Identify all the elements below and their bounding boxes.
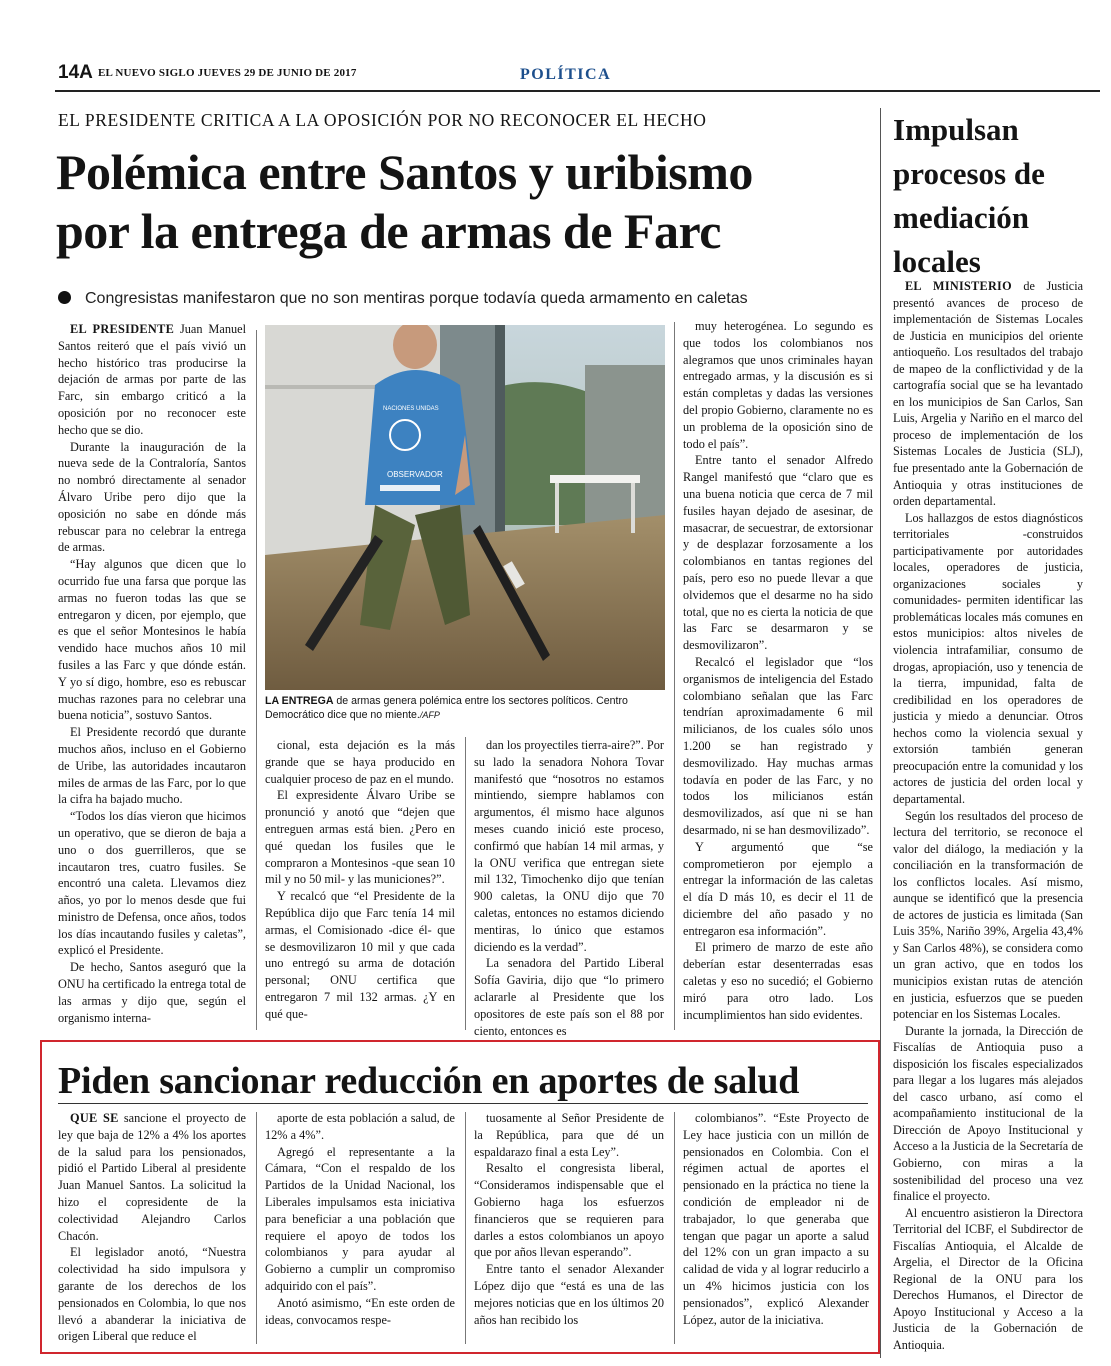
paragraph	[683, 1110, 869, 1328]
photo-caption	[265, 694, 665, 722]
paragraph	[265, 1295, 455, 1329]
paragraph-text: El legislador anotó, “Nuestra colectividad ha sido impulsora y garante de los derechos de los pensionados en Colombia, lo que nos llevó a abanderar la iniciativa de origen Liberal que reduce el	[58, 1245, 246, 1344]
column-rule	[465, 737, 466, 1030]
paragraph	[58, 556, 246, 724]
column-rule	[674, 1112, 675, 1344]
side-title-line: procesos de	[893, 156, 1045, 191]
box-title-rule	[58, 1103, 868, 1104]
paragraph	[893, 510, 1083, 808]
paragraph-text: de Justicia presentó avances de proceso de implementación de Sistemas Locales de Justicia en municipios del oriente antioqueño. Los resultados del trabajo de mapeo de la conflictividad y de la cartografía social que se ha levantado en los municipios de San Carlos, San Luis, Argelia y Nariño en el marco del proceso de implementación de los Sistemas Locales de Justicia (SLJ), fue presentado ante la Gobernación de Antioquia y otras instituciones de orden departamental.	[893, 279, 1083, 509]
paragraph	[58, 1110, 246, 1244]
main-column-3	[474, 737, 664, 1039]
paragraph	[58, 808, 246, 959]
paragraph	[265, 1110, 455, 1144]
paragraph-text: Al encuentro asistieron la Directora Territorial del ICBF, el Subdirector de Fiscalías Antioquia, el Alcalde de Argelia, el Director de la Oficina Regional de la ONU para los Derechos Humanos, el Director de Apoyo Institucional y Acceso a la Justicia de la Gobernación de Antioquia.	[893, 1205, 1083, 1352]
paragraph-text: Recalcó el legislador que “los organismos de inteligencia del Estado colombiano señalan que las Farc tendrían aproximadamente 6 mil milicianos, de los cuales sólo unos 1.200 se han registrado y desmovilizado. Hay muchas armas todavía en poder de las Farc, y no todos los milicianos están desmovilizados, así que ni se han desarmado, ni se han desmovilizado”.	[683, 654, 873, 837]
paragraph	[683, 318, 873, 452]
side-title-line: Impulsan	[893, 112, 1019, 147]
box-column-3	[474, 1110, 664, 1328]
paragraph	[58, 439, 246, 557]
box-column-4	[683, 1110, 869, 1328]
side-article-title	[893, 108, 1103, 284]
paragraph-text: colombianos”. “Este Proyecto de Ley hace justicia con un millón de pensionados en Colombia. Con el régimen actual de aportes el pensionado en la práctica no tiene la condición de empleador ni de trabajador, lo que generaba que tengan que pagar un aporte a salud del 12% con un gran impacto a su calidad de vida y al lograr reducirlo a un 4% hicimos justicia con los pensionados”, explicó Alexander López, autor de la iniciativa.	[683, 1111, 869, 1327]
main-column-4	[683, 318, 873, 1023]
paragraph-text: Agregó el representante a la Cámara, “Con el respaldo de los Partidos de la Unidad Nacional, los Liberales impulsamos esta iniciativa para beneficiar a una población que requiere el apoyo de todos los colombianos y para ayudar al Gobierno a cumplir un compromiso adquirido con el país”.	[265, 1144, 455, 1293]
box-column-1	[58, 1110, 246, 1345]
paragraph	[474, 1110, 664, 1160]
paragraph	[265, 1144, 455, 1295]
main-headline-line2: por la entrega de armas de Farc	[56, 203, 721, 259]
main-headline-line1: Polémica entre Santos y uribismo	[56, 144, 753, 200]
side-title-line: mediación	[893, 200, 1030, 235]
paragraph	[265, 737, 455, 787]
column-rule	[674, 322, 675, 1030]
lead-word: EL MINISTERIO	[905, 279, 1012, 293]
paragraph	[893, 278, 1083, 510]
paragraph	[683, 939, 873, 1023]
paragraph-text: sancione el proyecto de ley que baja de 12% a 4% los aportes de la salud para los pensionados, pidió el Partido Liberal al presidente Juan Manuel Santos. La solicitud la hizo el copresidente de la colectividad Alejandro Carlos Chacón.	[58, 1111, 246, 1243]
paragraph-text: La senadora del Partido Liberal Sofía Gaviria, dijo que “lo primero aclararle al Presidente que los opositores de este país son el 88 por ciento, entonces es	[474, 956, 664, 1038]
lead-word: EL PRESIDENTE	[70, 322, 175, 336]
main-kicker: EL PRESIDENTE CRITICA A LA OPOSICIÓN POR NO RECONOCER EL HECHO	[58, 110, 707, 130]
paragraph-text: dan los proyectiles tierra-aire?”. Por su lado la senadora Nohora Tovar manifestó que “nosotros no estamos mintiendo, siempre hablamos con argumentos, él mismo hace algunos meses cuando inició este proceso, confirmó que habían 14 mil armas, y la ONU verifica que entregan siete mil 132, Timochenko dijo que tenían 900 caletas, la ONU dijo que 70 caletas, entonces no estamos diciendo mentiras, lo único que estamos diciendo es la verdad”.	[474, 738, 664, 954]
disarmament-photo	[265, 325, 665, 690]
paragraph-text: Juan Manuel Santos reiteró que el país vivió un hecho histórico tras producirse la dejación de armas por parte de las Farc, sin embargo criticó a la oposición por no reconocer este hecho que se dio.	[58, 322, 246, 437]
paragraph-text: El Presidente recordó que durante muchos años, incluso en el Gobierno de Uribe, las autoridades incautaron miles de armas de las Farc, por lo que la cifra ha bajado mucho.	[58, 725, 246, 807]
paragraph-text: Y recalcó que “el Presidente de la República dijo que Farc tenía 14 mil armas, el Comisionado -dice él- que se desmovilizaron 10 mil y que cada uno entregó su arma de dotación personal; ONU certifica que entregaron 7 mil 132 armas. ¿Y en qué que-	[265, 889, 455, 1021]
caption-lead: LA ENTREGA	[265, 695, 334, 707]
paragraph	[58, 959, 246, 1026]
caption-text: de armas genera polémica entre los sectores políticos. Centro Democrático dice que no miente.	[265, 695, 628, 721]
box-article-title: Piden sancionar reducción en aportes de salud	[58, 1060, 800, 1102]
paragraph-text: Durante la inauguración de la nueva sede de la Contraloría, Santos no nombró directamente al senador Álvaro Uribe pero dijo que la oposición no sabe en dónde más rebuscar para no celebrar la entrega de armas.	[58, 439, 246, 555]
box-column-2	[265, 1110, 455, 1328]
lead-word: QUE SE	[70, 1111, 119, 1125]
paragraph-text: “Hay algunos que dicen que lo ocurrido fue una farsa que porque las armas no fueron todas las que se entregaron y dicen, por ejemplo, que es que el señor Montesinos le había vendido hace muchos años 10 mil fusiles a las Farc y que dónde están. Y yo sí digo, hombre, eso es rebuscar muchas razones para no celebrar una buena noticia”, sostuvo Santos.	[58, 557, 246, 723]
paragraph	[265, 787, 455, 888]
paragraph-text: Entre tanto el senador Alfredo Rangel manifestó que “claro que es una buena noticia que cerca de 7 mil fusiles hayan dejado de asesinar, de masacrar, de secuestrar, de extorsionar y de desplazar forzosamente a los colombianos en tantas regiones del país, pero eso no puede llevar a que olvidemos que el desarme no ha sido total, que no es cierta la noticia de que las Farc se desarmaron y se desmovilizaron”.	[683, 453, 873, 653]
caption-credit: /AFP	[419, 710, 440, 720]
paragraph-text: cional, esta dejación es la más grande que se haya producido en cualquier proceso de paz en el mundo.	[265, 738, 455, 786]
column-rule	[256, 1112, 257, 1344]
bullet-icon	[58, 291, 71, 304]
paragraph	[683, 452, 873, 654]
paragraph	[893, 808, 1083, 1023]
paragraph-text: Durante la jornada, la Dirección de Fiscalías de Antioquia puso a disposición los fiscales especializados para llegar a los lugares más alejados del casco urbano, así como el acompañamiento institucional de la Dirección de Apoyo Institucional y Acceso a la Justicia de la Secretaría de Gobierno, con miras a la sostenibilidad del proceso una vez finalice el proyecto.	[893, 1023, 1083, 1204]
paragraph-text: El expresidente Álvaro Uribe se pronunció y anotó que “dejen que entreguen armas está bien. ¿Pero en qué quedan los fusiles que le compraron a Montesinos -que sean 10 mil y no 50 mil- y las municiones?”.	[265, 788, 455, 887]
vest-text-observador: OBSERVADOR	[387, 470, 443, 479]
paragraph	[474, 1261, 664, 1328]
paragraph	[474, 955, 664, 1039]
paragraph	[893, 1205, 1083, 1354]
paragraph	[474, 1160, 664, 1261]
paragraph-text: Según los resultados del proceso de lectura del territorio, se reconoce el valor del diálogo, la mediación y la conciliación en la transformación de los conflictos locales. Así mismo, aunque se identificó que la presencia de actores de justicia es limitada (San Luis 35%, Nariño 39%, Argelia 43,4% y San Carlos 48%), se considera como un gran activo, que en todos los municipios existan rutas de atención en justicia, esfuerzos que se pueden potenciar en los Sistemas Locales.	[893, 808, 1083, 1022]
paragraph-text: Resalto el congresista liberal, “Consideramos indispensable que el Gobierno haga los esfuerzos financieros que se requieren para darles a estos colombianos un apoyo que por años llevan esperando”.	[474, 1161, 664, 1260]
side-column-rule	[880, 108, 881, 1358]
paragraph-text: muy heterogénea. Lo segundo es que todos los colombianos nos alegramos que unos criminales hayan entregado armas, y la discusión es si están completas y dadas las versiones del propio Gobierno, claramente no es un problema de la oposición sino de todo el país”.	[683, 319, 873, 451]
main-deck-text: Congresistas manifestaron que no son mentiras porque todavía queda armamento en caletas	[85, 290, 748, 307]
paragraph	[893, 1023, 1083, 1205]
paragraph-text: Y argumentó que “se comprometieron por ejemplo a entregar la información de las caletas el día D más 10, es decir el 11 de diciembre del año pasado y no entregaron esa información”.	[683, 839, 873, 938]
paragraph-text: “Todos los días vieron que hicimos un operativo, que se dieron de baja a uno o dos guerrilleros, que se incautaron tres, cuatro fusiles. Se encontró una caleta. Llevamos diez años, yo por lo menos desde que fui ministro de Defensa, once años, todos los días incautando fusiles y caletas”, explicó el Presidente.	[58, 809, 246, 958]
paragraph	[58, 1244, 246, 1345]
paragraph-text: Anotó asimismo, “En este orden de ideas, convocamos respe-	[265, 1295, 455, 1327]
header-rule	[55, 90, 1100, 92]
side-title-line: locales	[893, 244, 981, 279]
paragraph	[265, 888, 455, 1022]
section-name: POLÍTICA	[520, 66, 612, 83]
paragraph-text: aporte de esta población a salud, de 12% a 4%”.	[265, 1111, 455, 1142]
main-headline	[56, 143, 876, 261]
paragraph	[474, 737, 664, 955]
main-column-1	[58, 321, 246, 1026]
side-article-body	[893, 278, 1083, 1354]
main-deck	[58, 290, 748, 308]
column-rule	[465, 1112, 466, 1344]
paragraph-text: Los hallazgos de estos diagnósticos territoriales -construidos participativamente por autoridades locales, operadores de justicia, organizaciones sociales y comunidades- permiten identificar las problemáticas locales más comunes en estos municipios: altos niveles de violencia intrafamiliar, consumo de drogas, apropiación, uso y tenencia de la tierra, impunidad, falta de credibilidad en los operadores de justicia y miedo a denunciar. Otros hechos como la violencia sexual y extorsión también generan preocupación entre la comunidad y los actores de justicia del orden local y departamental.	[893, 510, 1083, 806]
newspaper-name-date: EL NUEVO SIGLO JUEVES 29 DE JUNIO DE 2017	[98, 67, 357, 79]
page-number: 14A	[58, 62, 93, 83]
paragraph	[58, 724, 246, 808]
paragraph	[683, 654, 873, 839]
vest-text-naciones-unidas: NACIONES UNIDAS	[383, 406, 439, 412]
paragraph-text: tuosamente al Señor Presidente de la República, para que dé un espaldarazo final a esta Ley”.	[474, 1111, 664, 1159]
paragraph	[58, 321, 246, 439]
paragraph-text: Entre tanto el senador Alexander López dijo que “está es una de las mejores noticias que en los últimos 20 años han recibido los	[474, 1262, 664, 1327]
paragraph-text: El primero de marzo de este año deberían estar desenterradas esas caletas y eso no sucedió; el Gobierno miró para otro lado. Los incumplimientos han sido evidentes.	[683, 940, 873, 1022]
paragraph	[683, 839, 873, 940]
main-column-2	[265, 737, 455, 1023]
column-rule	[256, 330, 257, 1030]
paragraph-text: De hecho, Santos aseguró que la ONU ha certificado la entrega total de las armas y dijo que, según el organismo interna-	[58, 960, 246, 1025]
